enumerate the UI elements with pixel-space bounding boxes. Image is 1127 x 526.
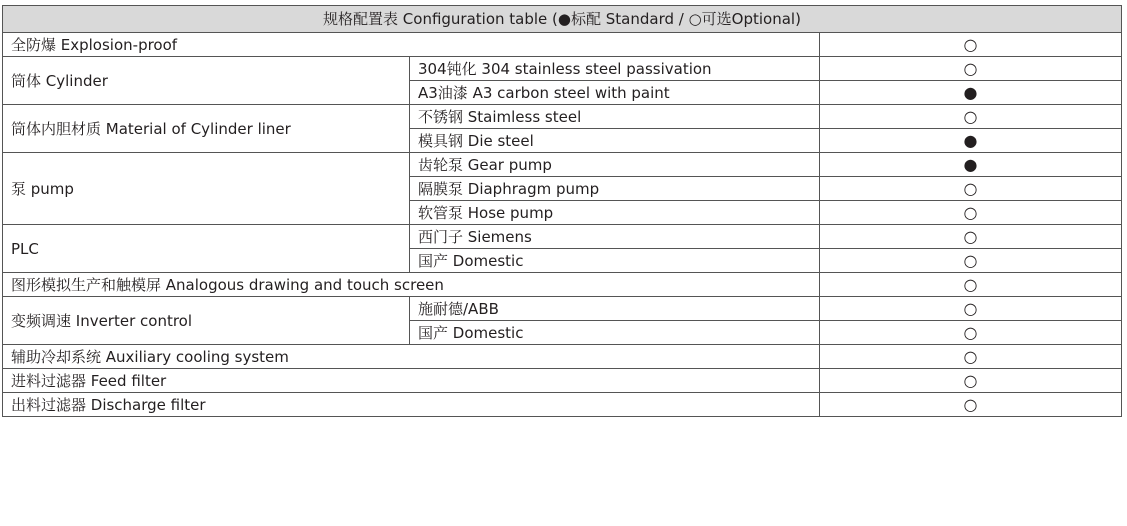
option-mark: ○ <box>820 201 1122 225</box>
option-mark: ○ <box>820 393 1122 417</box>
feature-cell: 泵 pump <box>3 153 410 225</box>
option-mark: ○ <box>820 345 1122 369</box>
option-cell: 模具钢 Die steel <box>410 129 820 153</box>
option-cell: A3油漆 A3 carbon steel with paint <box>410 81 820 105</box>
feature-cell: PLC <box>3 225 410 273</box>
option-cell: 隔膜泵 Diaphragm pump <box>410 177 820 201</box>
option-mark: ○ <box>820 105 1122 129</box>
table-row <box>3 33 1122 57</box>
option-mark: ○ <box>820 273 1122 297</box>
table-row <box>3 345 1122 369</box>
table-row <box>3 297 1122 321</box>
table-row <box>3 369 1122 393</box>
feature-cell: 辅助冷却系统 Auxiliary cooling system <box>3 345 820 369</box>
option-mark: ○ <box>820 249 1122 273</box>
option-mark: ● <box>820 153 1122 177</box>
option-mark: ○ <box>820 225 1122 249</box>
table-title: 规格配置表 Configuration table (●标配 Standard / ○可选Optional) <box>3 6 1122 33</box>
feature-cell: 全防爆 Explosion-proof <box>3 33 820 57</box>
table-row <box>3 105 1122 129</box>
table-row <box>3 393 1122 417</box>
option-cell: 西门子 Siemens <box>410 225 820 249</box>
option-mark: ○ <box>820 297 1122 321</box>
configuration-table <box>2 5 1122 417</box>
option-cell: 国产 Domestic <box>410 249 820 273</box>
option-mark: ○ <box>820 33 1122 57</box>
option-cell: 304钝化 304 stainless steel passivation <box>410 57 820 81</box>
option-mark: ○ <box>820 177 1122 201</box>
option-mark: ○ <box>820 57 1122 81</box>
table-row <box>3 225 1122 249</box>
table-header-row <box>3 6 1122 33</box>
feature-cell: 图形模拟生产和触模屏 Analogous drawing and touch screen <box>3 273 820 297</box>
feature-cell: 变频调速 Inverter control <box>3 297 410 345</box>
option-cell: 软管泵 Hose pump <box>410 201 820 225</box>
option-cell: 齿轮泵 Gear pump <box>410 153 820 177</box>
option-mark: ○ <box>820 321 1122 345</box>
table-row <box>3 57 1122 81</box>
table-row <box>3 153 1122 177</box>
feature-cell: 出料过滤器 Discharge filter <box>3 393 820 417</box>
feature-cell: 进料过滤器 Feed filter <box>3 369 820 393</box>
feature-cell: 筒体内胆材质 Material of Cylinder liner <box>3 105 410 153</box>
option-mark: ● <box>820 129 1122 153</box>
table-row <box>3 273 1122 297</box>
option-mark: ○ <box>820 369 1122 393</box>
option-mark: ● <box>820 81 1122 105</box>
option-cell: 国产 Domestic <box>410 321 820 345</box>
option-cell: 施耐德/ABB <box>410 297 820 321</box>
feature-cell: 筒体 Cylinder <box>3 57 410 105</box>
option-cell: 不锈钢 Staimless steel <box>410 105 820 129</box>
